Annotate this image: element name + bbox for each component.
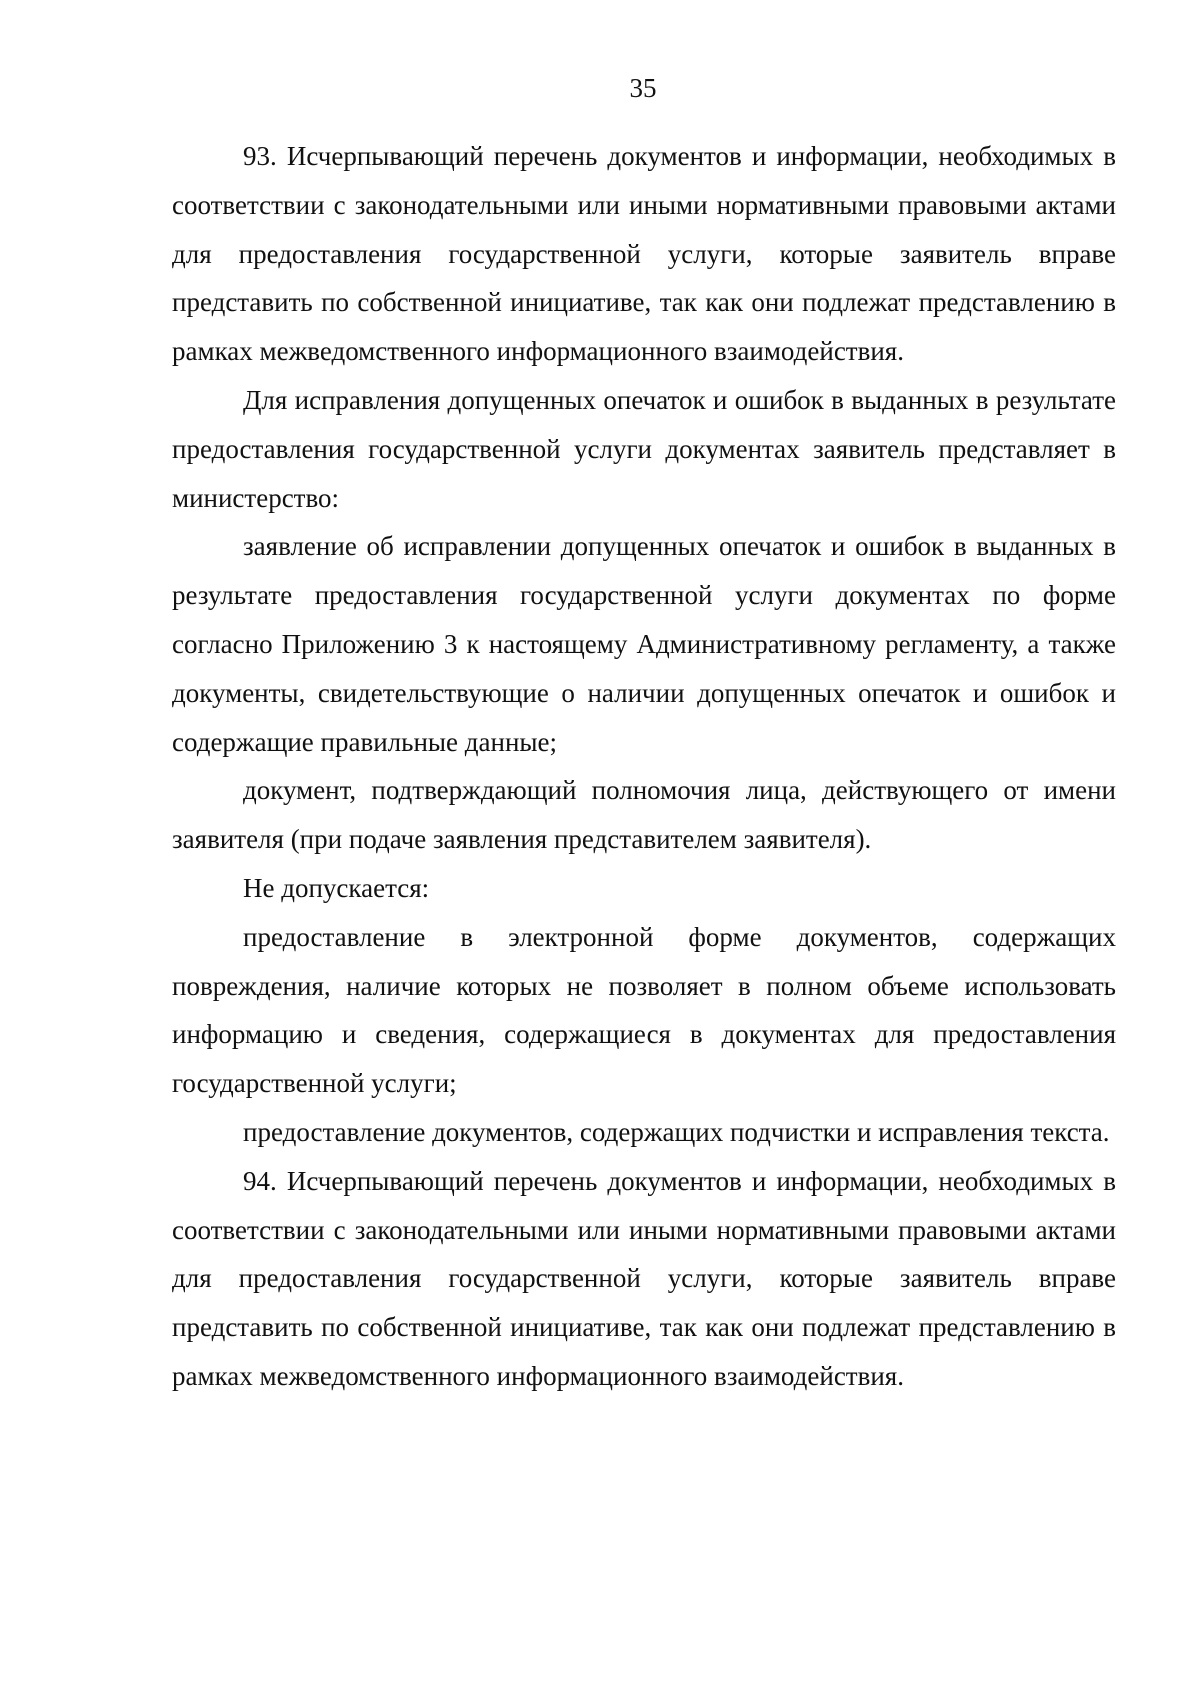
paragraph-corrections-intro: Для исправления допущенных опечаток и ошибок в выданных в результате предоставления государственной услуги документах заявитель представляет в министерство: (172, 384, 1116, 513)
document-body (172, 132, 1116, 1401)
paragraph-damaged-documents-item: предоставление в электронной форме документов, содержащих повреждения, наличие которых не позволяет в полном объеме использовать информацию и сведения, содержащиеся в документах для предоставления государственной услуги; (172, 921, 1116, 1099)
paragraph-application-item: заявление об исправлении допущенных опечаток и ошибок в выданных в результате предоставления государственной услуги документах по форме согласно Приложению 3 к настоящему Административному регламенту, а также документы, свидетельствующие о наличии допущенных опечаток и ошибок и содержащие правильные данные; (172, 531, 1116, 757)
page-number: 35 (629, 73, 657, 103)
paragraph-authority-document-item: документ, подтверждающий полномочия лица, действующего от имени заявителя (при подаче заявления представителем заявителя). (172, 775, 1116, 855)
paragraph-not-allowed-heading: Не допускается: (243, 872, 430, 903)
paragraph-94-header: 94. Исчерпывающий перечень документов и информации, необходимых в соответствии с законодательными или иными нормативными правовыми актами для предоставления государственной услуги, которые заявитель вправе представить по собственной инициативе, так как они подлежат представлению в рамках межведомственного информационного взаимодействия. (172, 1165, 1116, 1391)
paragraph-93-header: 93. Исчерпывающий перечень документов и информации, необходимых в соответствии с законодательными или иными нормативными правовыми актами для предоставления государственной услуги, которые заявитель вправе представить по собственной инициативе, так как они подлежат представлению в рамках межведомственного информационного взаимодействия. (172, 141, 1116, 367)
paragraph-erasures-item: предоставление документов, содержащих подчистки и исправления текста. (243, 1116, 1110, 1147)
